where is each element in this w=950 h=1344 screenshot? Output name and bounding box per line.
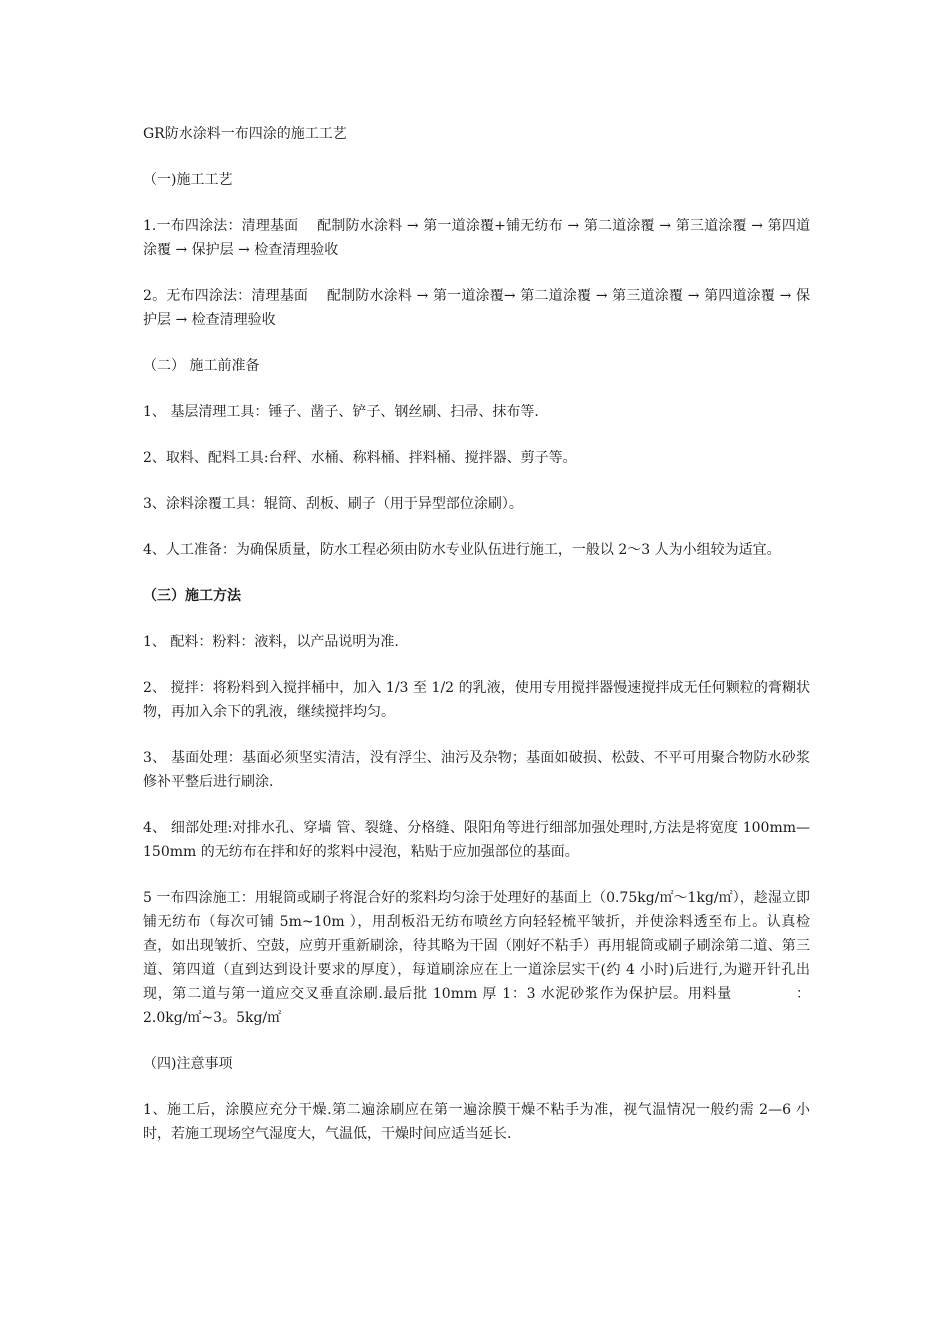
paragraph: 3、 基面处理：基面必须坚实清洁，没有浮尘、油污及杂物；基面如破损、松鼓、不平可用聚合物防水砂浆修补平整后进行刷涂. (143, 750, 810, 790)
paragraph: 1、 配料：粉料：液料，以产品说明为准. (143, 634, 399, 650)
paragraph: 3、涂料涂覆工具：辊筒、刮板、刷子（用于异型部位涂刷）。 (143, 496, 523, 512)
paragraph: 2。无布四涂法：清理基面 配制防水涂料 → 第一道涂覆→ 第二道涂覆 → 第三道涂覆 → 第四道涂覆 → 保护层 → 检查清理验收 (143, 288, 810, 328)
section-construction-method (143, 584, 810, 1030)
section-precautions (143, 1052, 810, 1146)
document-title: GR防水涂料一布四涂的施工工艺 (143, 126, 347, 142)
section-preparation (143, 354, 810, 562)
paragraph: 5 一布四涂施工：用辊筒或刷子将混合好的浆料均匀涂于处理好的基面上（0.75kg/㎡～1kg/㎡），趁湿立即铺无纺布（每次可铺 5m~10m ），用刮板沿无纺布喷丝方向轻轻梳平皱折，并使涂料透至布上。认真检查，如出现皱折、空鼓，应剪开重新刷涂，待其略为干固（刚好不粘手）再用辊筒或刷子刷涂第二道、第三道、第四道（直到达到设计要求的厚度），每道刷涂应在上一道涂层实干(约 4 小时)后进行,为避开针孔出现，第二道与第一道应交叉垂直涂刷.最后批 10mm 厚 1：3 水泥砂浆作为保护层。用料量 ：2.0kg/㎡~3。5kg/㎡ (143, 890, 810, 1026)
section-heading: （二） 施工前准备 (143, 358, 260, 374)
section-heading: （四)注意事项 (143, 1056, 233, 1072)
paragraph: 1.一布四涂法：清理基面 配制防水涂料 → 第一道涂覆+铺无纺布 → 第二道涂覆 → 第三道涂覆 → 第四道涂覆 → 保护层 → 检查清理验收 (143, 218, 810, 258)
paragraph: 1、施工后，涂膜应充分干燥.第二遍涂刷应在第一遍涂膜干燥不粘手为准，视气温情况一般约需 2—6 小时，若施工现场空气湿度大，气温低，干燥时间应适当延长. (143, 1102, 810, 1142)
paragraph: 4、 细部处理:对排水孔、穿墙 管、裂缝、分格缝、限阳角等进行细部加强处理时,方法是将宽度 100mm—150mm 的无纺布在拌和好的浆料中浸泡，粘贴于应加强部位的基面。 (143, 820, 810, 860)
paragraph: 4、人工准备：为确保质量，防水工程必须由防水专业队伍进行施工，一般以 2～3 人为小组较为适宜。 (143, 542, 781, 558)
paragraph: 2、取料、配料工具:台秤、水桶、称料桶、拌料桶、搅拌器、剪子等。 (143, 450, 577, 466)
section-construction-process (143, 168, 810, 332)
section-heading: （三）施工方法 (143, 588, 241, 604)
paragraph: 1、 基层清理工具：锤子、凿子、铲子、钢丝刷、扫帚、抹布等. (143, 404, 539, 420)
section-heading: （一)施工工艺 (143, 172, 233, 188)
paragraph: 2、 搅拌：将粉料到入搅拌桶中，加入 1/3 至 1/2 的乳液，使用专用搅拌器慢速搅拌成无任何颗粒的膏糊状物，再加入余下的乳液，继续搅拌均匀。 (143, 680, 810, 720)
